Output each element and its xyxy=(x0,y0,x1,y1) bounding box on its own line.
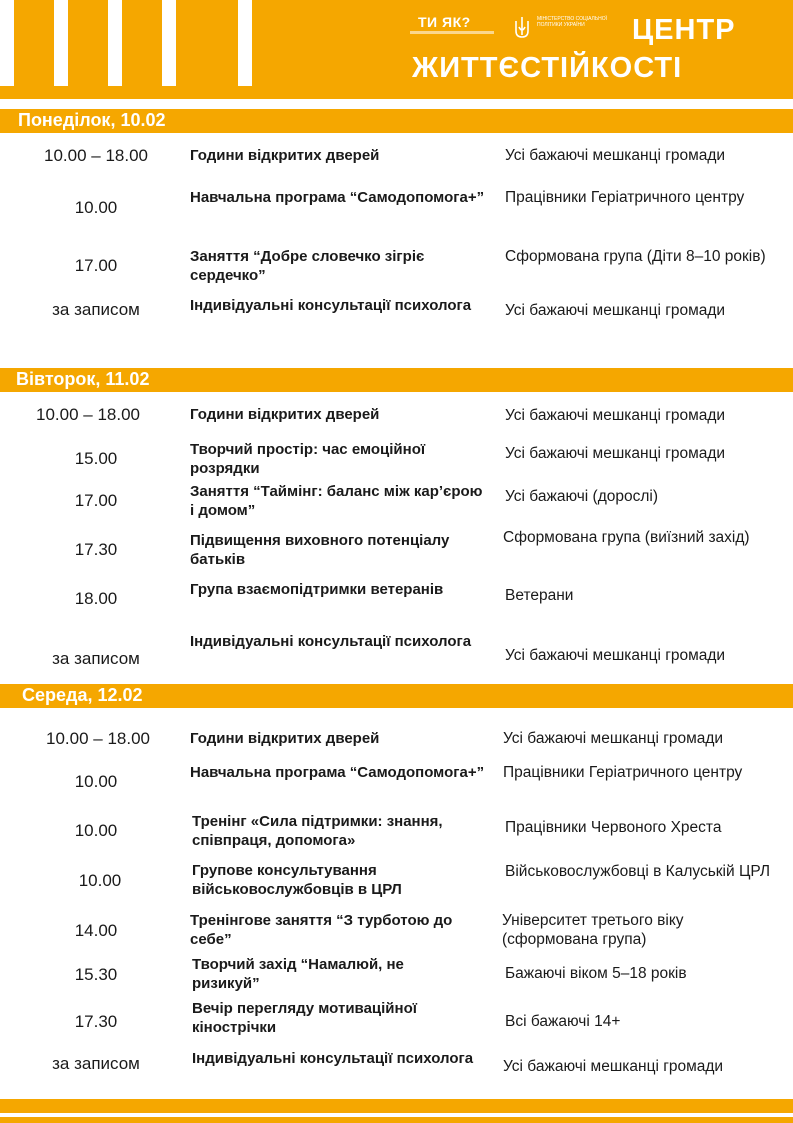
event-audience: Усі бажаючі мешканці громади xyxy=(503,730,724,747)
event-title: Заняття “Добре словечко зігріє сердечко” xyxy=(190,248,425,284)
event-time: 14.00 xyxy=(74,921,118,940)
header-stripe xyxy=(108,0,122,86)
tiiak-logo-underline xyxy=(410,31,494,34)
event-audience: Усі бажаючі мешканці громади xyxy=(505,147,726,164)
header xyxy=(0,0,793,104)
event-time: 10.00 xyxy=(78,871,122,890)
event-audience: Усі бажаючі мешканці громади xyxy=(505,302,726,319)
event-audience: Усі бажаючі мешканці громади xyxy=(505,445,726,462)
event-time: 10.00 – 18.00 xyxy=(44,146,148,165)
event-time: 15.30 xyxy=(74,965,118,984)
trident-crest-icon xyxy=(512,15,532,41)
event-time: 15.00 xyxy=(74,449,118,468)
ministry-name: МІНІСТЕРСТВО СОЦІАЛЬНОЇ ПОЛІТИКИ УКРАЇНИ xyxy=(537,16,607,28)
event-time: 17.00 xyxy=(74,256,118,275)
event-time: 10.00 – 18.00 xyxy=(36,405,140,424)
event-audience: Університет третього віку (сформована група) xyxy=(502,912,684,948)
event-time: за записом xyxy=(52,300,140,319)
event-time: за записом xyxy=(52,1054,140,1073)
event-title: Індивідуальні консультації психолога xyxy=(192,1050,474,1067)
event-audience: Сформована група (виїзний захід) xyxy=(503,529,750,546)
tiiak-logo: ТИ ЯК? xyxy=(418,14,471,30)
event-time: 17.30 xyxy=(74,1012,118,1031)
event-audience: Усі бажаючі мешканці громади xyxy=(505,407,726,424)
event-time: 17.30 xyxy=(74,540,118,559)
event-title: Навчальна програма “Самодопомога+” xyxy=(190,764,485,781)
footer-bar xyxy=(0,1099,793,1113)
event-title: Творчий простір: час емоційної розрядки xyxy=(190,441,426,477)
event-title: Тренінгове заняття “З турботою до себе” xyxy=(190,912,453,948)
event-audience: Ветерани xyxy=(505,587,574,604)
event-audience: Працівники Геріатричного центру xyxy=(503,764,743,781)
event-title: Творчий захід “Намалюй, не ризикуй” xyxy=(192,956,404,992)
event-audience: Бажаючі віком 5–18 років xyxy=(505,965,687,982)
event-title: Тренінг «Сила підтримки: знання, співпраця, допомога» xyxy=(192,813,443,849)
event-title: Вечір перегляду мотиваційної кінострічки xyxy=(192,1000,417,1036)
header-stripe xyxy=(54,0,68,86)
event-time: 10.00 xyxy=(74,198,118,217)
header-stripe xyxy=(238,0,252,86)
day-label: Вівторок, 11.02 xyxy=(16,369,150,389)
event-title: Індивідуальні консультації психолога xyxy=(190,297,472,314)
day-label: Понеділок, 10.02 xyxy=(18,110,166,130)
event-time: 10.00 xyxy=(74,772,118,791)
event-audience: Усі бажаючі мешканці громади xyxy=(503,1058,724,1075)
footer-bar-thin xyxy=(0,1117,793,1123)
header-divider xyxy=(0,99,793,104)
event-title: Навчальна програма “Самодопомога+” xyxy=(190,189,485,206)
event-title: Години відкритих дверей xyxy=(190,406,380,423)
day-header-tuesday xyxy=(0,368,793,392)
event-title: Група взаємопідтримки ветеранів xyxy=(190,581,444,598)
event-audience: Усі бажаючі (дорослі) xyxy=(505,488,659,505)
event-audience: Військовослужбовці в Калуській ЦРЛ xyxy=(505,863,771,880)
day-label: Середа, 12.02 xyxy=(22,685,143,705)
event-audience: Працівники Червоного Хреста xyxy=(505,819,722,836)
event-audience: Усі бажаючі мешканці громади xyxy=(505,647,726,664)
page-title-line1: ЦЕНТР xyxy=(632,14,736,46)
event-time: 17.00 xyxy=(74,491,118,510)
event-audience: Всі бажаючі 14+ xyxy=(505,1013,621,1030)
event-audience: Сформована група (Діти 8–10 років) xyxy=(505,248,766,265)
day-header-wednesday xyxy=(0,684,793,708)
event-audience: Працівники Геріатричного центру xyxy=(505,189,745,206)
event-time: 10.00 – 18.00 xyxy=(46,729,150,748)
event-time: за записом xyxy=(52,649,140,668)
event-title: Підвищення виховного потенціалу батьків xyxy=(190,532,450,568)
event-title: Індивідуальні консультації психолога xyxy=(190,633,472,650)
event-time: 10.00 xyxy=(74,821,118,840)
event-title: Години відкритих дверей xyxy=(190,730,380,747)
header-stripe xyxy=(0,0,14,86)
page-title-line2: ЖИТТЄСТІЙКОСТІ xyxy=(412,52,683,84)
header-stripe xyxy=(162,0,176,86)
event-title: Години відкритих дверей xyxy=(190,147,380,164)
event-title: Заняття “Таймінг: баланс між кар’єрою і домом” xyxy=(190,483,483,519)
event-time: 18.00 xyxy=(74,589,118,608)
day-header-monday xyxy=(0,109,793,133)
event-title: Групове консультування військовослужбовців в ЦРЛ xyxy=(192,862,402,898)
